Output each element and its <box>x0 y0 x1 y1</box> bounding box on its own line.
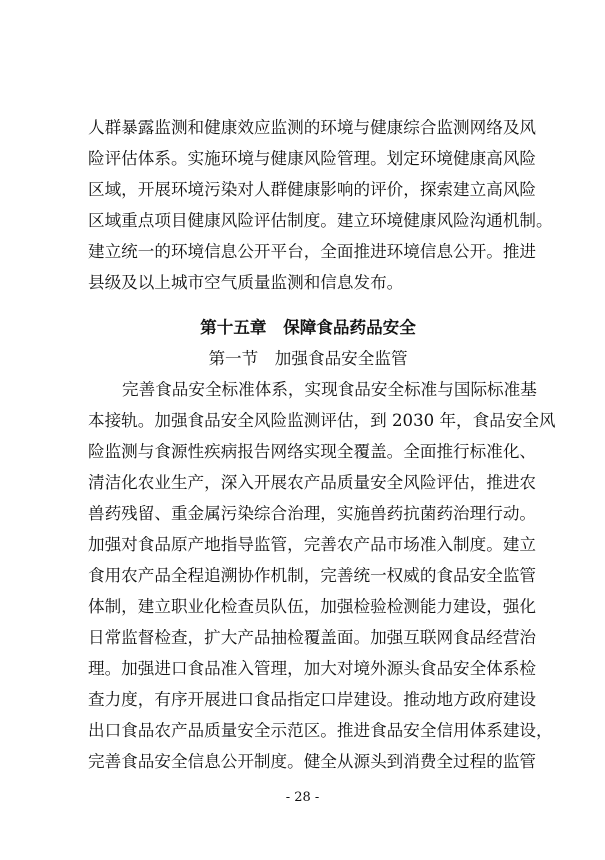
text-line: 县级及以上城市空气质量监测和信息发布。 <box>88 273 404 292</box>
text-line: 建立统一的环境信息公开平台，全面推进环境信息公开。推进 <box>88 242 537 261</box>
text-line: 完善食品安全信息公开制度。健全从源头到消费全过程的监管 <box>88 752 537 771</box>
text-line: 出口食品农产品质量安全示范区。推进食品安全信用体系建设， <box>88 721 553 740</box>
text-line: 人群暴露监测和健康效应监测的环境与健康综合监测网络及风 <box>88 118 537 137</box>
text-line: 体制，建立职业化检查员队伍，加强检验检测能力建设，强化 <box>88 597 537 616</box>
text-line: 食用农产品全程追溯协作机制，完善统一权威的食品安全监管 <box>88 566 537 585</box>
text-line: 查力度，有序开展进口食品指定口岸建设。推动地方政府建设 <box>88 690 537 709</box>
text-line: 日常监督检查，扩大产品抽检覆盖面。加强互联网食品经营治 <box>88 628 537 647</box>
section-title: 第一节 加强食品安全监管 <box>208 349 408 368</box>
page-number: - 28 - <box>285 790 320 805</box>
text-line: 区域，开展环境污染对人群健康影响的评价，探索建立高风险 <box>88 180 537 199</box>
text-line: 区域重点项目健康风险评估制度。建立环境健康风险沟通机制。 <box>88 211 553 230</box>
text-line: 兽药残留、重金属污染综合治理，实施兽药抗菌药治理行动。 <box>88 504 537 523</box>
text-line: 险监测与食源性疾病报告网络实现全覆盖。全面推行标准化、 <box>88 442 537 461</box>
text-line: 加强对食品原产地指导监管，完善农产品市场准入制度。建立 <box>88 535 537 554</box>
text-line: 险评估体系。实施环境与健康风险管理。划定环境健康高风险 <box>88 149 537 168</box>
text-line: 完善食品安全标准体系，实现食品安全标准与国际标准基 <box>122 380 537 399</box>
text-line: 理。加强进口食品准入管理，加大对境外源头食品安全体系检 <box>88 659 537 678</box>
chapter-title: 第十五章 保障食品药品安全 <box>200 318 416 337</box>
text-line: 本接轨。加强食品安全风险监测评估，到 2030 年，食品安全风 <box>88 411 556 430</box>
text-line: 清洁化农业生产，深入开展农产品质量安全风险评估，推进农 <box>88 473 537 492</box>
